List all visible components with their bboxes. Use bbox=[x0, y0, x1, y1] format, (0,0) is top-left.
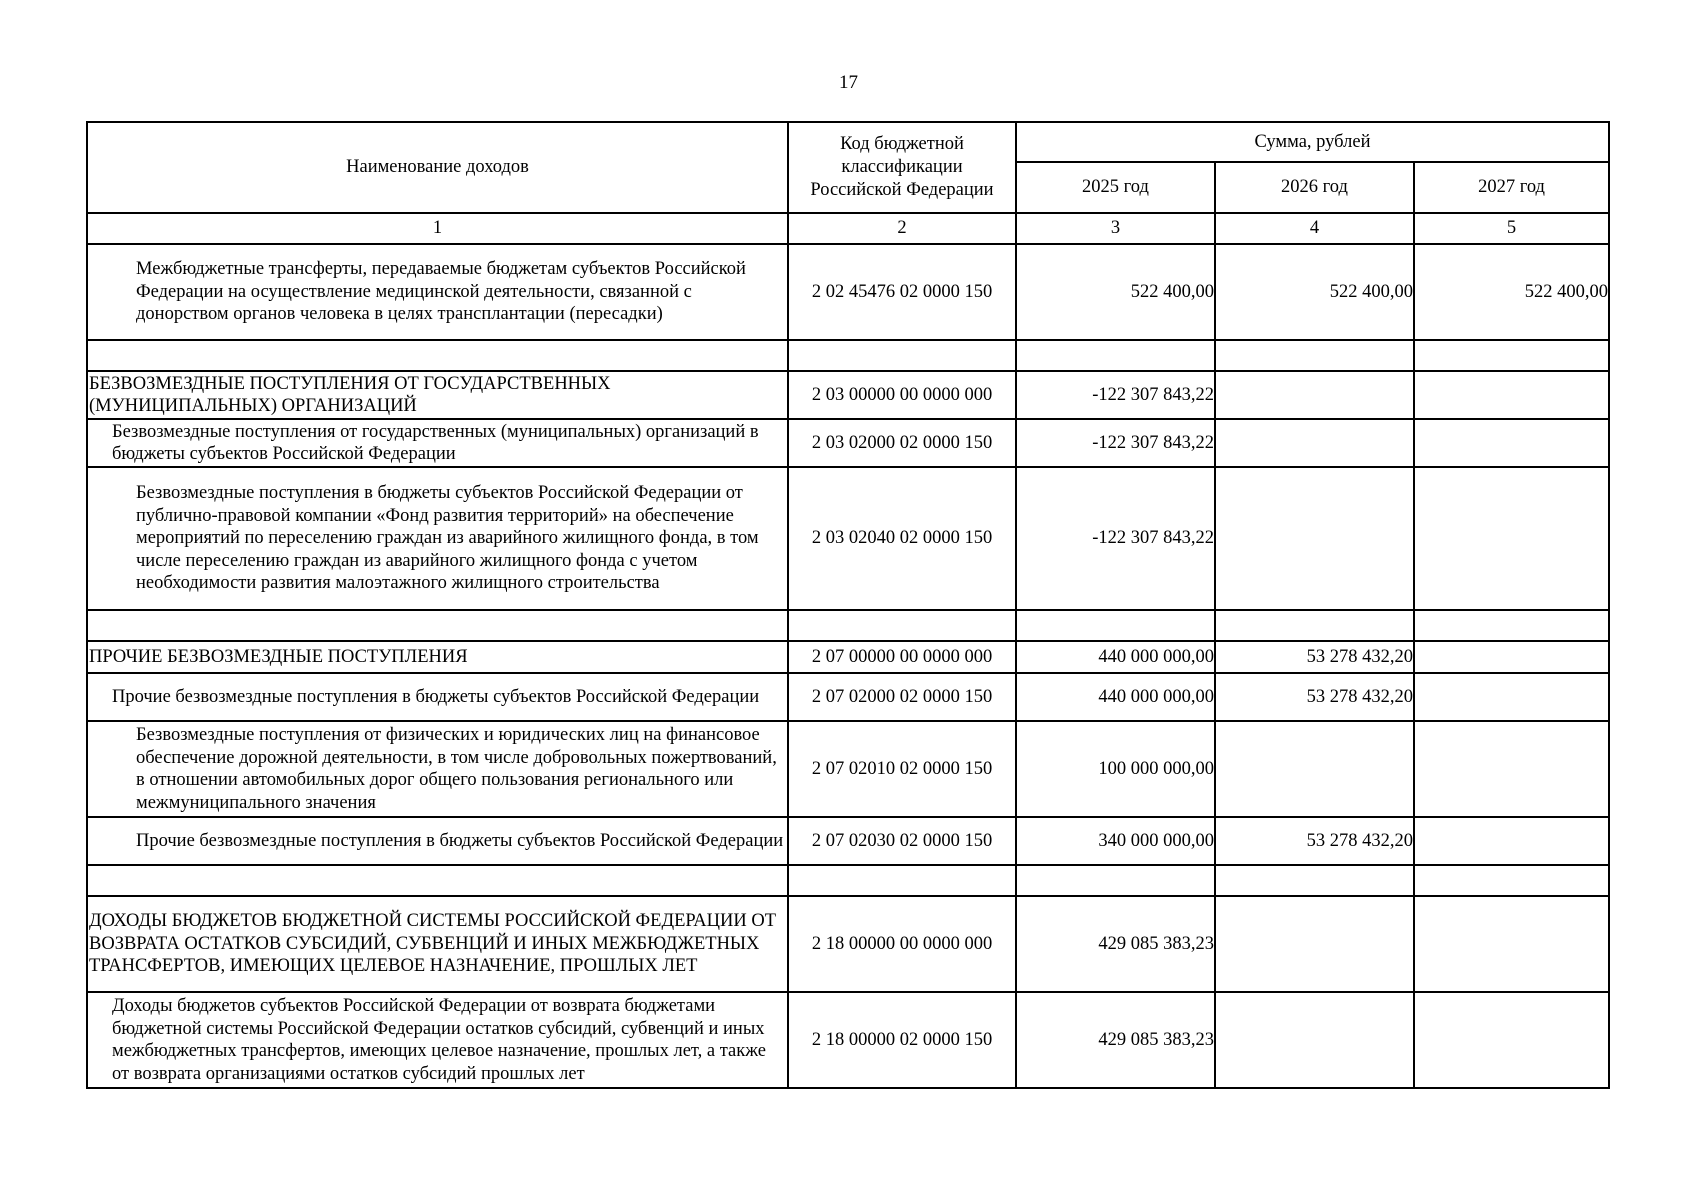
revenue-name: Безвозмездные поступления от государственных (муниципальных) организаций в бюджеты субъектов Российской Федерации bbox=[87, 419, 788, 467]
header-year-2025: 2025 год bbox=[1016, 162, 1215, 213]
empty-cell bbox=[87, 340, 788, 371]
page-number: 17 bbox=[839, 72, 858, 93]
column-number: 3 bbox=[1016, 213, 1215, 244]
revenue-name: БЕЗВОЗМЕЗДНЫЕ ПОСТУПЛЕНИЯ ОТ ГОСУДАРСТВЕННЫХ (МУНИЦИПАЛЬНЫХ) ОРГАНИЗАЦИЙ bbox=[87, 371, 788, 419]
budget-code: 2 03 02040 02 0000 150 bbox=[788, 467, 1016, 610]
column-number: 1 bbox=[87, 213, 788, 244]
budget-code: 2 07 02000 02 0000 150 bbox=[788, 673, 1016, 721]
spacer-row bbox=[87, 610, 1609, 641]
budget-code: 2 03 00000 00 0000 000 bbox=[788, 371, 1016, 419]
header-name: Наименование доходов bbox=[87, 122, 788, 213]
amount-2027 bbox=[1414, 992, 1609, 1088]
amount-2025: -122 307 843,22 bbox=[1016, 467, 1215, 610]
column-number: 4 bbox=[1215, 213, 1414, 244]
header-year-2026: 2026 год bbox=[1215, 162, 1414, 213]
amount-2027 bbox=[1414, 817, 1609, 865]
table-row bbox=[87, 371, 1609, 419]
spacer-row bbox=[87, 340, 1609, 371]
empty-cell bbox=[1414, 865, 1609, 896]
amount-2026 bbox=[1215, 371, 1414, 419]
revenue-name: Прочие безвозмездные поступления в бюджеты субъектов Российской Федерации bbox=[87, 673, 788, 721]
revenue-name: Межбюджетные трансферты, передаваемые бюджетам субъектов Российской Федерации на осуществление медицинской деятельности, связанной с донорством органов человека в целях трансплантации (пересадки) bbox=[87, 244, 788, 340]
empty-cell bbox=[1016, 610, 1215, 641]
budget-code: 2 18 00000 00 0000 000 bbox=[788, 896, 1016, 992]
budget-code: 2 07 00000 00 0000 000 bbox=[788, 641, 1016, 673]
empty-cell bbox=[1215, 865, 1414, 896]
budget-code: 2 07 02010 02 0000 150 bbox=[788, 721, 1016, 817]
amount-2026: 522 400,00 bbox=[1215, 244, 1414, 340]
amount-2026: 53 278 432,20 bbox=[1215, 673, 1414, 721]
amount-2025: 429 085 383,23 bbox=[1016, 896, 1215, 992]
revenue-name: Безвозмездные поступления от физических и юридических лиц на финансовое обеспечение дорожной деятельности, в том числе добровольных пожертвований, в отношении автомобильных дорог общего пользования регионального или межмуниципального значения bbox=[87, 721, 788, 817]
amount-2025: 522 400,00 bbox=[1016, 244, 1215, 340]
amount-2025: 440 000 000,00 bbox=[1016, 641, 1215, 673]
table-row bbox=[87, 992, 1609, 1088]
amount-2027 bbox=[1414, 467, 1609, 610]
revenue-name: Прочие безвозмездные поступления в бюджеты субъектов Российской Федерации bbox=[87, 817, 788, 865]
budget-code: 2 07 02030 02 0000 150 bbox=[788, 817, 1016, 865]
budget-code: 2 02 45476 02 0000 150 bbox=[788, 244, 1016, 340]
amount-2026 bbox=[1215, 896, 1414, 992]
amount-2027 bbox=[1414, 371, 1609, 419]
amount-2025: 429 085 383,23 bbox=[1016, 992, 1215, 1088]
column-number: 5 bbox=[1414, 213, 1609, 244]
amount-2027 bbox=[1414, 896, 1609, 992]
amount-2026 bbox=[1215, 992, 1414, 1088]
amount-2025: -122 307 843,22 bbox=[1016, 371, 1215, 419]
empty-cell bbox=[1414, 610, 1609, 641]
amount-2027: 522 400,00 bbox=[1414, 244, 1609, 340]
table-row bbox=[87, 244, 1609, 340]
table-row bbox=[87, 641, 1609, 673]
table-row bbox=[87, 467, 1609, 610]
amount-2027 bbox=[1414, 641, 1609, 673]
column-number-row bbox=[87, 213, 1609, 244]
empty-cell bbox=[1215, 340, 1414, 371]
table-row bbox=[87, 673, 1609, 721]
empty-cell bbox=[788, 610, 1016, 641]
budget-code: 2 03 02000 02 0000 150 bbox=[788, 419, 1016, 467]
column-number: 2 bbox=[788, 213, 1016, 244]
amount-2025: -122 307 843,22 bbox=[1016, 419, 1215, 467]
revenue-name: Безвозмездные поступления в бюджеты субъектов Российской Федерации от публично-правовой компании «Фонд развития территорий» на обеспечение мероприятий по переселению граждан из аварийного жилищного фонда, в том числе переселению граждан из аварийного жилищного фонда с учетом необходимости развития малоэтажного жилищного строительства bbox=[87, 467, 788, 610]
empty-cell bbox=[1016, 865, 1215, 896]
empty-cell bbox=[87, 610, 788, 641]
spacer-row bbox=[87, 865, 1609, 896]
table-row bbox=[87, 721, 1609, 817]
amount-2025: 100 000 000,00 bbox=[1016, 721, 1215, 817]
table-row bbox=[87, 896, 1609, 992]
empty-cell bbox=[87, 865, 788, 896]
empty-cell bbox=[1016, 340, 1215, 371]
amount-2027 bbox=[1414, 721, 1609, 817]
amount-2026 bbox=[1215, 419, 1414, 467]
budget-code: 2 18 00000 02 0000 150 bbox=[788, 992, 1016, 1088]
header-code: Код бюджетной классификации Российской Федерации bbox=[788, 122, 1016, 213]
empty-cell bbox=[788, 865, 1016, 896]
empty-cell bbox=[1215, 610, 1414, 641]
amount-2026: 53 278 432,20 bbox=[1215, 641, 1414, 673]
header-year-2027: 2027 год bbox=[1414, 162, 1609, 213]
amount-2027 bbox=[1414, 419, 1609, 467]
amount-2026: 53 278 432,20 bbox=[1215, 817, 1414, 865]
amount-2027 bbox=[1414, 673, 1609, 721]
amount-2026 bbox=[1215, 721, 1414, 817]
table-row bbox=[87, 419, 1609, 467]
empty-cell bbox=[1414, 340, 1609, 371]
revenue-name: Доходы бюджетов субъектов Российской Федерации от возврата бюджетами бюджетной системы Российской Федерации остатков субсидий, субвенций и иных межбюджетных трансфертов, имеющих целевое назначение, прошлых лет, а также от возврата организациями остатков субсидий прошлых лет bbox=[87, 992, 788, 1088]
revenue-table bbox=[86, 121, 1610, 1089]
amount-2025: 340 000 000,00 bbox=[1016, 817, 1215, 865]
table-row bbox=[87, 817, 1609, 865]
revenue-name: ПРОЧИЕ БЕЗВОЗМЕЗДНЫЕ ПОСТУПЛЕНИЯ bbox=[87, 641, 788, 673]
empty-cell bbox=[788, 340, 1016, 371]
header-sum: Сумма, рублей bbox=[1016, 122, 1609, 162]
amount-2025: 440 000 000,00 bbox=[1016, 673, 1215, 721]
revenue-name: ДОХОДЫ БЮДЖЕТОВ БЮДЖЕТНОЙ СИСТЕМЫ РОССИЙСКОЙ ФЕДЕРАЦИИ ОТ ВОЗВРАТА ОСТАТКОВ СУБСИДИЙ, СУБВЕНЦИЙ И ИНЫХ МЕЖБЮДЖЕТНЫХ ТРАНСФЕРТОВ, ИМЕЮЩИХ ЦЕЛЕВОЕ НАЗНАЧЕНИЕ, ПРОШЛЫХ ЛЕТ bbox=[87, 896, 788, 992]
amount-2026 bbox=[1215, 467, 1414, 610]
